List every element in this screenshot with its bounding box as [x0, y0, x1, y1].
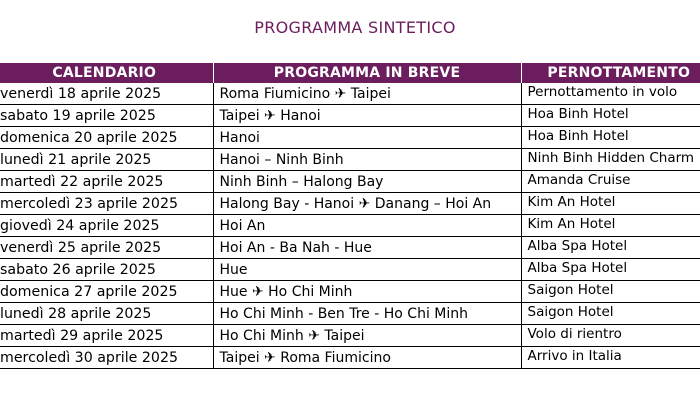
overnight-cell: Alba Spa Hotel — [521, 259, 700, 281]
overnight-cell: Arrivo in Italia — [521, 347, 700, 369]
program-cell: Ninh Binh – Halong Bay — [213, 171, 521, 193]
program-cell: Hoi An — [213, 215, 521, 237]
date-cell: venerdì 25 aprile 2025 — [0, 237, 213, 259]
program-cell: Hoi An - Ba Nah - Hue — [213, 237, 521, 259]
overnight-cell: Saigon Hotel — [521, 303, 700, 325]
program-cell: Taipei ✈ Roma Fiumicino — [213, 347, 521, 369]
overnight-cell: Kim An Hotel — [521, 215, 700, 237]
date-cell: sabato 19 aprile 2025 — [0, 105, 213, 127]
column-header-calendar: CALENDARIO — [0, 63, 213, 83]
program-cell: Hue — [213, 259, 521, 281]
overnight-cell: Alba Spa Hotel — [521, 237, 700, 259]
date-cell: martedì 22 aprile 2025 — [0, 171, 213, 193]
column-header-program: PROGRAMMA IN BREVE — [213, 63, 521, 83]
table-row — [0, 105, 700, 127]
date-cell: giovedì 24 aprile 2025 — [0, 215, 213, 237]
program-cell: Ho Chi Minh ✈ Taipei — [213, 325, 521, 347]
table-row — [0, 259, 700, 281]
table-row — [0, 127, 700, 149]
overnight-cell: Hoa Binh Hotel — [521, 105, 700, 127]
program-cell: Hanoi — [213, 127, 521, 149]
table-row — [0, 303, 700, 325]
overnight-cell: Kim An Hotel — [521, 193, 700, 215]
column-header-overnight: PERNOTTAMENTO — [521, 63, 700, 83]
overnight-cell: Ninh Binh Hidden Charm — [521, 149, 700, 171]
date-cell: martedì 29 aprile 2025 — [0, 325, 213, 347]
program-cell: Hanoi – Ninh Binh — [213, 149, 521, 171]
table-row — [0, 281, 700, 303]
program-cell: Roma Fiumicino ✈ Taipei — [213, 83, 521, 105]
date-cell: sabato 26 aprile 2025 — [0, 259, 213, 281]
table-row — [0, 237, 700, 259]
program-table — [0, 63, 700, 369]
overnight-cell: Saigon Hotel — [521, 281, 700, 303]
date-cell: venerdì 18 aprile 2025 — [0, 83, 213, 105]
table-row — [0, 325, 700, 347]
page-title: PROGRAMMA SINTETICO — [254, 18, 456, 37]
program-cell: Taipei ✈ Hanoi — [213, 105, 521, 127]
table-row — [0, 215, 700, 237]
table-row — [0, 193, 700, 215]
table-row — [0, 149, 700, 171]
date-cell: lunedì 28 aprile 2025 — [0, 303, 213, 325]
overnight-cell: Amanda Cruise — [521, 171, 700, 193]
program-cell: Halong Bay - Hanoi ✈ Danang – Hoi An — [213, 193, 521, 215]
date-cell: domenica 27 aprile 2025 — [0, 281, 213, 303]
program-cell: Ho Chi Minh - Ben Tre - Ho Chi Minh — [213, 303, 521, 325]
date-cell: mercoledì 30 aprile 2025 — [0, 347, 213, 369]
table-row — [0, 83, 700, 105]
date-cell: lunedì 21 aprile 2025 — [0, 149, 213, 171]
table-row — [0, 347, 700, 369]
table-row — [0, 171, 700, 193]
date-cell: mercoledì 23 aprile 2025 — [0, 193, 213, 215]
overnight-cell: Pernottamento in volo — [521, 83, 700, 105]
overnight-cell: Hoa Binh Hotel — [521, 127, 700, 149]
date-cell: domenica 20 aprile 2025 — [0, 127, 213, 149]
table-header-row — [0, 63, 700, 83]
overnight-cell: Volo di rientro — [521, 325, 700, 347]
program-cell: Hue ✈ Ho Chi Minh — [213, 281, 521, 303]
